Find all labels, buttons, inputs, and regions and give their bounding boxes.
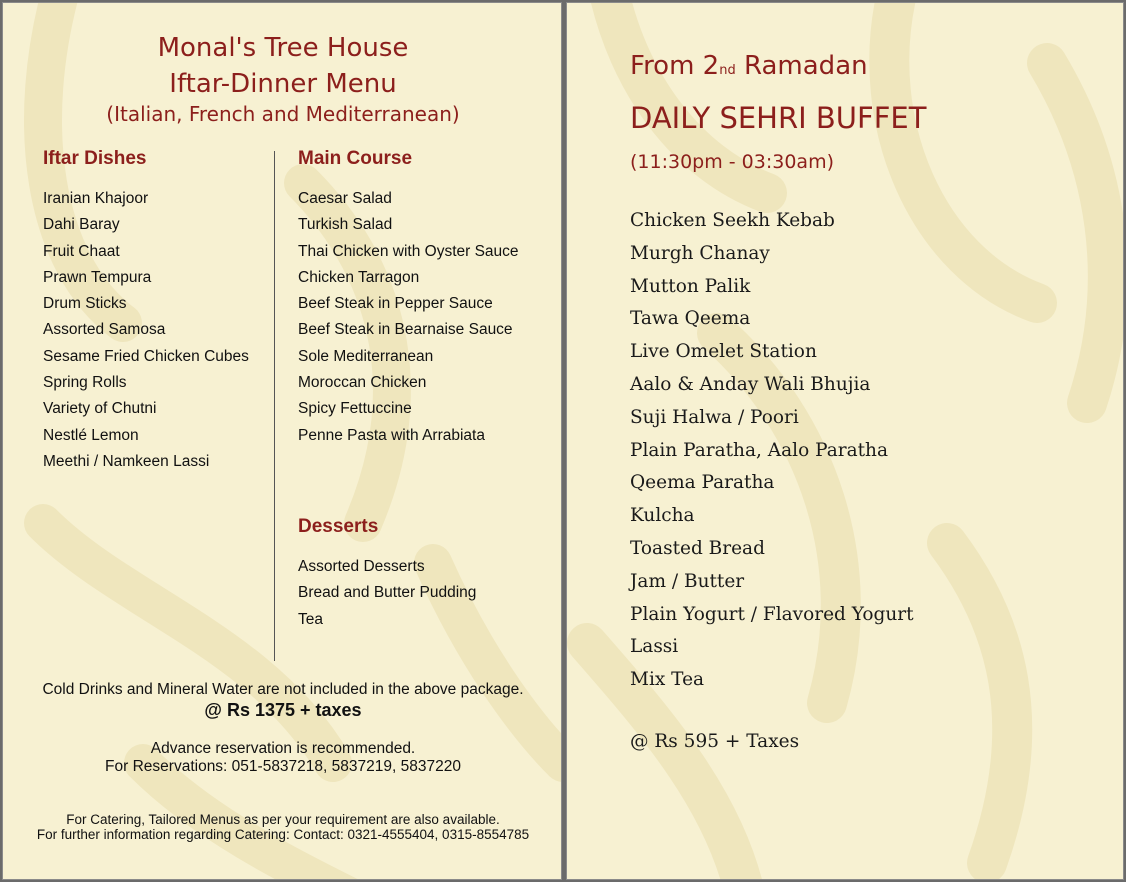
menu-item: Iranian Khajoor xyxy=(43,190,149,207)
menu-item: Plain Yogurt / Flavored Yogurt xyxy=(630,603,914,625)
iftar-dishes-list xyxy=(43,186,249,475)
sehri-price: @ Rs 595 + Taxes xyxy=(630,731,800,752)
catering-note: For Catering, Tailored Menus as per your requirement are also available. xyxy=(66,812,500,827)
menu-item: Sesame Fried Chicken Cubes xyxy=(43,347,249,365)
menu-item: Bread and Butter Pudding xyxy=(298,584,477,602)
buffet-timing: (11:30pm - 03:30am) xyxy=(630,151,834,173)
menu-item: Beef Steak in Bearnaise Sauce xyxy=(298,321,513,339)
menu-item: Mix Tea xyxy=(630,669,705,691)
main-course-list xyxy=(298,186,519,449)
desserts-list xyxy=(298,554,476,633)
menu-item: Turkish Salad xyxy=(298,216,393,234)
menu-item: Nestlé Lemon xyxy=(43,426,139,444)
menu-item: Fruit Chaat xyxy=(43,242,120,260)
menu-item: Drum Sticks xyxy=(43,295,127,313)
menu-item: Toasted Bread xyxy=(630,537,765,559)
menu-item: Tea xyxy=(298,610,323,628)
menu-item: Assorted Desserts xyxy=(298,558,425,575)
menu-item: Assorted Samosa xyxy=(43,321,166,339)
menu-title: Iftar-Dinner Menu xyxy=(169,69,397,99)
menu-item: Chicken Seekh Kebab xyxy=(630,210,835,231)
sehri-buffet-page xyxy=(566,2,1124,880)
cuisine-subtitle: (Italian, French and Mediterranean) xyxy=(106,102,460,126)
main-course-heading: Main Course xyxy=(298,148,413,169)
menu-item: Prawn Tempura xyxy=(43,268,152,286)
menu-item: Qeema Paratha xyxy=(630,472,775,494)
menu-item: Tawa Qeema xyxy=(630,308,751,330)
reservation-note: Advance reservation is recommended. xyxy=(150,740,416,757)
menu-item: Live Omelet Station xyxy=(630,341,817,363)
menu-item: Kulcha xyxy=(630,505,695,527)
menu-item: Moroccan Chicken xyxy=(298,374,427,392)
menu-item: Beef Steak in Pepper Sauce xyxy=(298,295,493,313)
column-divider xyxy=(274,151,275,661)
start-date: From 2nd Ramadan xyxy=(630,51,868,81)
menu-item: Lassi xyxy=(630,636,679,658)
menu-item: Chicken Tarragon xyxy=(298,268,420,286)
menu-item: Sole Mediterranean xyxy=(298,347,434,365)
desserts-heading: Desserts xyxy=(298,516,379,537)
menu-item: Jam / Butter xyxy=(630,570,745,592)
menu-item: Mutton Palik xyxy=(630,275,751,297)
menu-item: Suji Halwa / Poori xyxy=(630,406,799,428)
menu-item: Plain Paratha, Aalo Paratha xyxy=(630,439,888,461)
iftar-menu-page xyxy=(2,2,562,880)
menu-item: Spicy Fettuccine xyxy=(298,400,412,418)
menu-item: Dahi Baray xyxy=(43,216,120,234)
iftar-price: @ Rs 1375 + taxes xyxy=(204,700,362,720)
catering-contact: For further information regarding Catering: Contact: 0321-4555404, 0315-8554785 xyxy=(36,827,530,842)
menu-item: Penne Pasta with Arrabiata xyxy=(298,426,485,444)
buffet-heading: DAILY SEHRI BUFFET xyxy=(630,101,927,135)
menu-item: Variety of Chutni xyxy=(43,400,157,418)
drinks-note: Cold Drinks and Mineral Water are not included in the above package. xyxy=(42,681,524,698)
menu-item: Meethi / Namkeen Lassi xyxy=(43,452,210,470)
menu-item: Spring Rolls xyxy=(43,374,127,392)
iftar-dishes-heading: Iftar Dishes xyxy=(43,148,147,169)
menu-item: Murgh Chanay xyxy=(630,242,770,264)
sehri-items-list xyxy=(630,205,914,697)
restaurant-name: Monal's Tree House xyxy=(157,33,409,63)
menu-item: Thai Chicken with Oyster Sauce xyxy=(298,242,519,260)
menu-item: Caesar Salad xyxy=(298,190,392,207)
menu-item: Aalo & Anday Wali Bhujia xyxy=(630,373,871,395)
reservation-phones: For Reservations: 051-5837218, 5837219, 5837220 xyxy=(105,758,461,775)
